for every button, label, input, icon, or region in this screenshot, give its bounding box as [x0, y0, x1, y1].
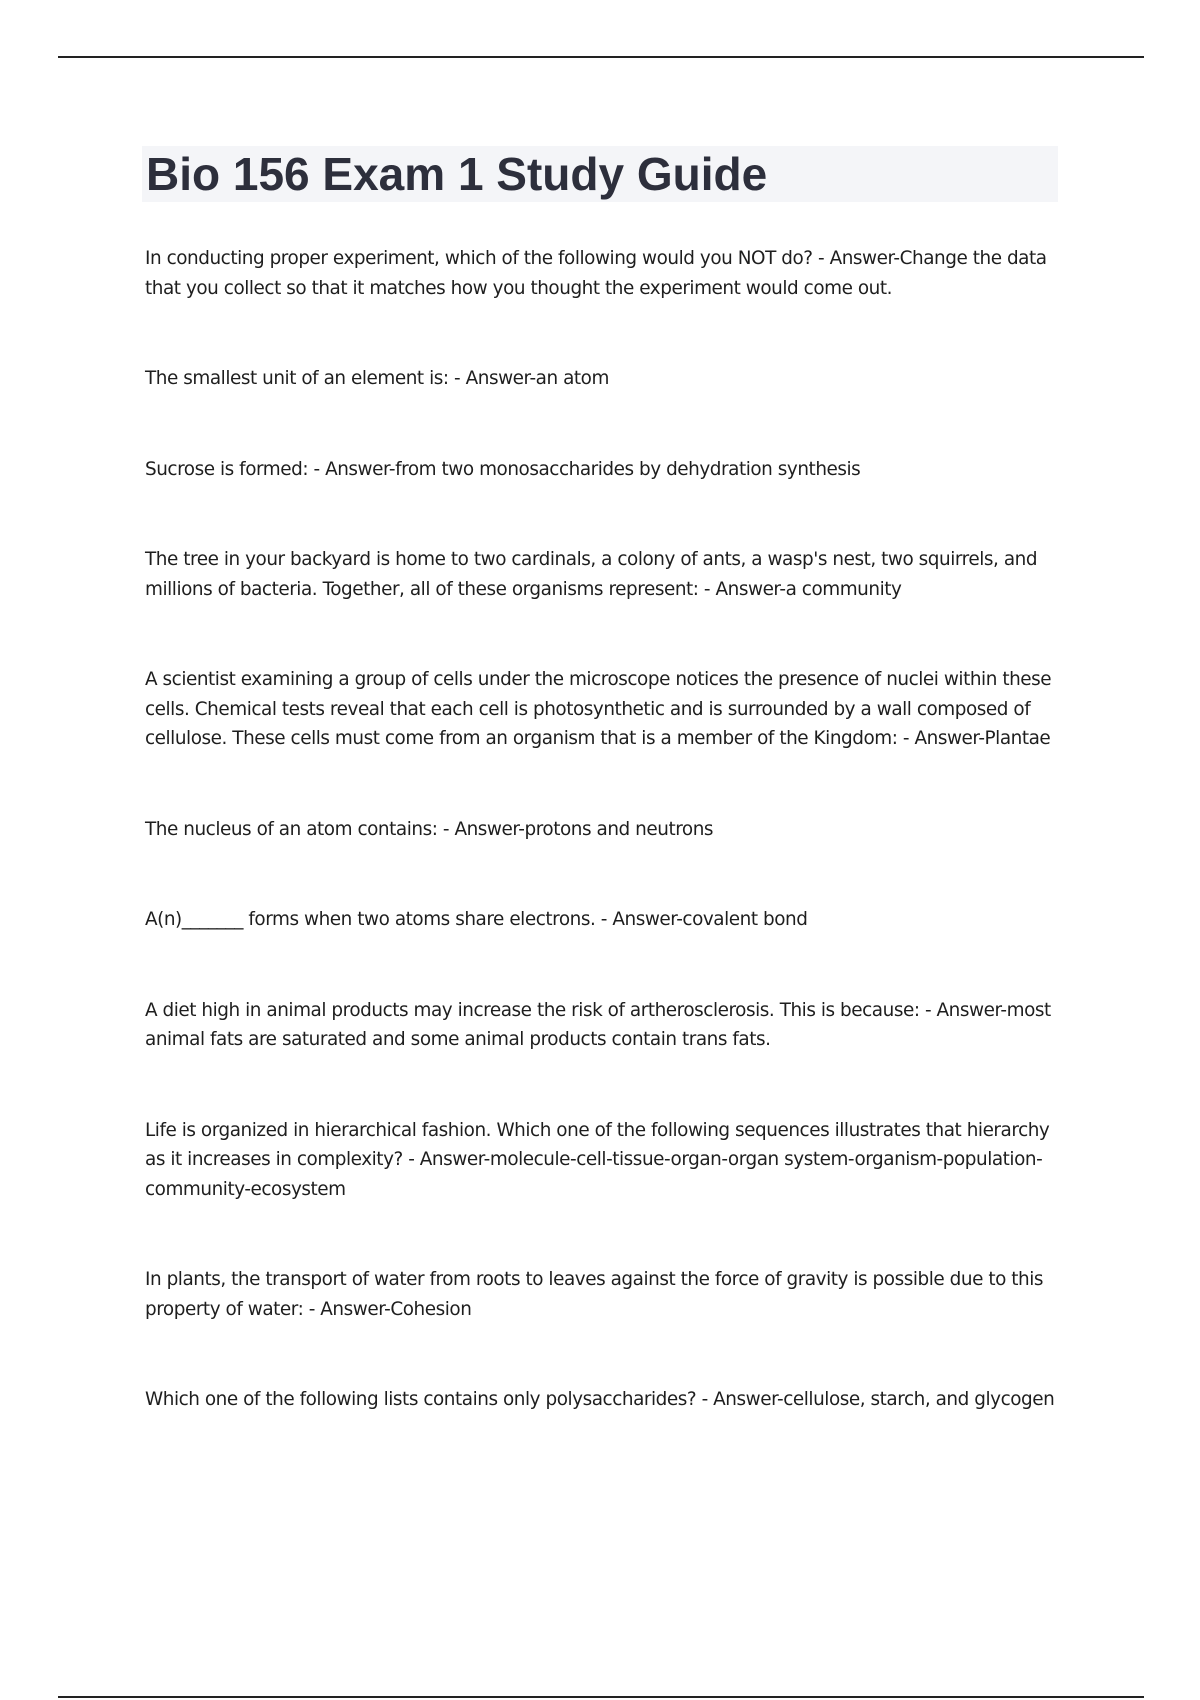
answer-separator: - Answer-	[897, 728, 985, 749]
qa-item	[145, 905, 1065, 935]
answer-separator: - Answer-	[696, 1389, 784, 1410]
answer-separator: - Answer-	[303, 1298, 391, 1320]
question-text: The nucleus of an atom contains:	[145, 818, 438, 840]
answer-separator: - Answer-	[402, 1149, 490, 1170]
qa-item	[145, 665, 1065, 754]
question-text: A(n)_______ forms when two atoms share electrons.	[145, 909, 596, 930]
answer-separator: - Answer-	[919, 999, 1007, 1021]
qa-item	[145, 815, 1065, 845]
answer-separator: - Answer-	[595, 909, 683, 930]
question-text: Life is organized in hierarchical fashion. Which one of the following sequences illustrates that hierarchy as it increases in complexity?	[145, 1119, 1050, 1170]
answer-text: molecule-cell-tissue-organ-organ system-organism-population-community-ecosystem	[145, 1149, 1043, 1200]
answer-text: protons and neutrons	[524, 818, 714, 840]
question-list	[145, 244, 1065, 1476]
answer-separator: - Answer-	[437, 818, 525, 840]
answer-text: Cohesion	[390, 1298, 472, 1320]
qa-item	[145, 364, 1065, 394]
header-rule	[58, 56, 1144, 58]
answer-separator: - Answer-	[308, 458, 396, 480]
question-text: The tree in your backyard is home to two cardinals, a colony of ants, a wasp's nest, two squirrels, and millions of bacteria. Together, all of these organisms represent:	[145, 549, 1038, 600]
answer-separator: - Answer-	[448, 368, 536, 389]
question-text: In conducting proper experiment, which of the following would you NOT do?	[145, 248, 813, 269]
question-text: In plants, the transport of water from roots to leaves against the force of gravity is possible due to this property of water:	[145, 1269, 1044, 1320]
qa-item	[145, 455, 1065, 485]
answer-text: an atom	[535, 368, 609, 389]
qa-item	[145, 1116, 1065, 1205]
qa-item	[145, 1385, 1065, 1415]
answer-text: covalent bond	[682, 909, 808, 930]
answer-text: Change the data that you collect so that it matches how you thought the experiment would come out.	[145, 248, 1047, 299]
question-text: A scientist examining a group of cells under the microscope notices the presence of nuclei within these cells. Chemical tests reveal that each cell is photosynthetic and is surrounded by a wall composed of cellulose. These cells must come from an organism that is a member of the Kingdom:	[145, 669, 1052, 749]
answer-text: most animal fats are saturated and some animal products contain trans fats.	[145, 999, 1051, 1050]
title-banner	[142, 146, 1058, 202]
qa-item	[145, 244, 1065, 303]
question-text: The smallest unit of an element is:	[145, 368, 449, 389]
question-text: A diet high in animal products may increase the risk of artherosclerosis. This is because:	[145, 999, 920, 1021]
footer-rule	[58, 1696, 1144, 1698]
page-title: Bio 156 Exam 1 Study Guide	[146, 148, 768, 200]
answer-text: a community	[785, 578, 902, 600]
qa-item	[145, 996, 1065, 1055]
answer-text: cellulose, starch, and glycogen	[783, 1389, 1055, 1410]
qa-item	[145, 1265, 1065, 1324]
answer-text: from two monosaccharides by dehydration synthesis	[395, 458, 861, 480]
answer-separator: - Answer-	[698, 578, 786, 600]
answer-separator: - Answer-	[812, 248, 900, 269]
answer-text: Plantae	[984, 728, 1051, 749]
question-text: Which one of the following lists contains only polysaccharides?	[145, 1389, 697, 1410]
question-text: Sucrose is formed:	[145, 458, 309, 480]
qa-item	[145, 545, 1065, 604]
